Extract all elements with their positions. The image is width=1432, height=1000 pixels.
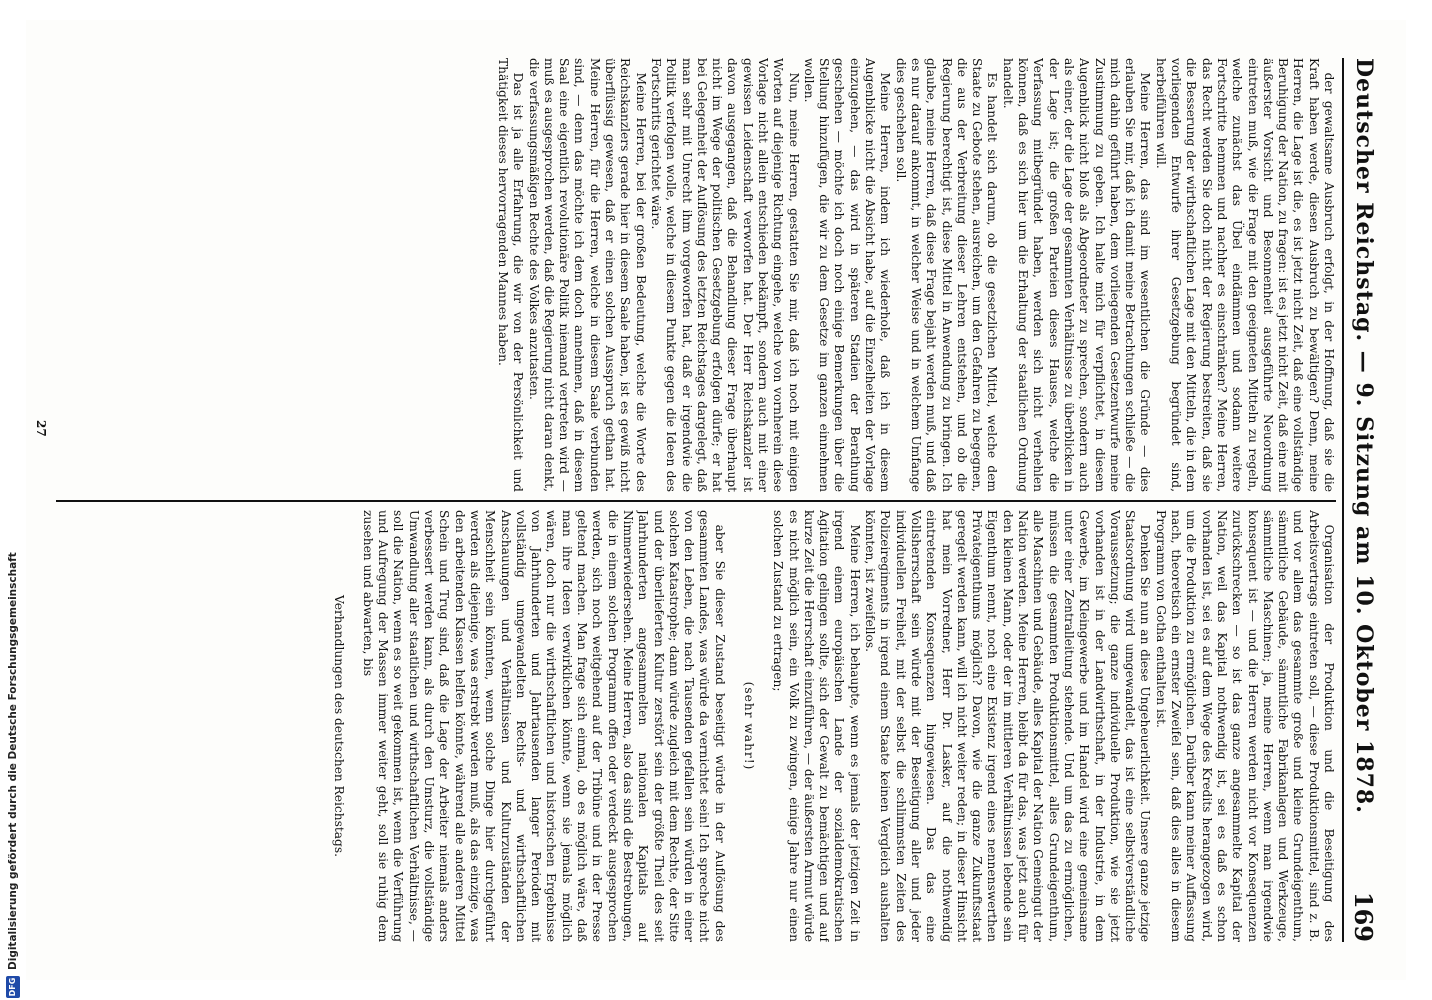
paragraph: Organisation der Produktion und die Beseitigung des Arbeitsvertrags eintreten soll, — diese Produktionsmittel, sind z. B. und vor allem das gesammte große und kleine Grundeigenthum, sämmtliche Gebäude, sämmtliche Fabrikanlagen und Werkzeuge, sämmtliche Maschinen; ja, meine Herren, wenn man irgendwie konsequent ist — und die Herren werden nicht vor Konsequenzen zurückschrecken — so ist das ganze angesammelte Kapital der Nation, weil das Kapital nothwendig ist, sei es daß es schon vorhanden ist, sei es auf dem Wege des Kredits herangezogen wird, um die Produktion zu ermöglichen. Darüber kann meiner Auffassung nach, theoretisch ein ernster Zweifel sein, daß dies alles in diesem Programm von Gotha enthalten ist. xyxy=(1153,510,1336,942)
credit-text[interactable]: Digitalisierung gefördert durch die Deutsche Forschungsgemeinschaft xyxy=(7,552,19,970)
dfg-logo-icon[interactable]: DFG xyxy=(6,976,20,998)
paragraph: Meine Herren, ich behaupte, wenn es jemals der jetzigen Zeit in irgend einem europäischen Lande der sozialdemokratischen Agitation gelingen sollte, sich der Gewalt zu bemächtigen und auf kurze Zeit die Herrschaft einzuführen, — der äußersten Armut würde es nicht möglich sein, ein Volk zu zwingen, einige Jahre nur einen solchen Zustand zu ertragen; xyxy=(771,510,862,942)
paragraph: Meine Herren, indem ich wiederhole, daß ich in diesem Augenblicke nicht die Absicht habe, auf die Einzelheiten der Vorlage einzugehen, — das wird in späteren Stadien der Berathung geschehen — möchte ich doch noch einige Bemerkungen über die Stellung hinzufügen, die wir zu dem Gesetze im ganzen einnehmen wollen. xyxy=(801,58,893,492)
paragraph: Meine Herren, das sind im wesentlichen die Gründe — dies erlauben Sie mir, daß ich damit meine Betrachtungen schließe — die mich dahin geführt haben, dem vorliegenden Gesetzentwurfe meine Zustimmung zu geben. Ich halte mich für verpflichtet, in diesem Augenblick nicht bloß als Abgeordneter zu sprechen, sondern auch als einer, der die Lage der gesammten Verhältnisse zu überblicken in der Lage ist; die großen Parteien dieses Hauses, welche die Verfassung mitbegründet haben, werden sich nicht verhehlen können, daß es sich hier um die Erhaltung der staatlichen Ordnung handelt. xyxy=(1000,58,1153,492)
page-number: 169 xyxy=(1349,891,1379,942)
paragraph: der gewaltsame Ausbruch erfolgt, in der Hoffnung, daß sie die Kraft haben werde, diesen Ausbruch zu bewältigen? Denn, meine Herren, die Lage ist die, es ist jetzt nicht Zeit, daß eine vollständige Beruhigung der Nation, zu fragen: ist es jetzt nicht Zeit, daß eine mit äußerster Vorsicht und Besonnenheit ausgeführte Neuordnung eintreten muß, wie die Frage mit den geeigneten Mitteln zu regeln, welche zunächst das Übel eindämmen und sodann weitere Fortschritte hemmen und nachher es einschränken? Meine Herren, das Recht werden Sie doch nicht der Regierung bestreiten, daß sie die Besserung der wirthschaftlichen Lage mit den Mitteln, die in dem vorliegenden Entwurfe ihrer Gesetzgebung begründet sind, herbeiführen will. xyxy=(1153,58,1336,492)
paragraph: aber Sie dieser Zustand beseitigt würde in der Auflösung des gesammten Landes, was würde da vernichtet sein! Ich spreche nicht von den Leben, die nach Tausenden gefallen sein würden in einer solchen Katastrophe; dann würde zugleich mit dem Rechte, der Sitte und der überlieferten Kultur zerstört sein der größte Theil des seit Jahrhunderten angesammelten nationalen Kapitals auf Nimmerwiedersehen. Meine Herren, also das sind die Bestrebungen, die in einem solchen Programm offen oder verdeckt ausgesprochen werden, sich noch weitgehend auf der Tribüne und in der Presse geltend machen. Man frage sich einmal, ob es möglich wäre, daß man ihre Ideen verwirklichen könnte, wenn sie jemals möglich wären, doch nur die wirthschaftlichen und historischen Ergebnisse von Jahrhunderten und Jahrtausenden langer Perioden mit vollständig umgewandelten Rechts- und wirthschaftlichen Anschauungen und Verhältnissen und Kulturzuständen der Menschheit sein könnten, wenn solche Dinge hier durchgeführt werden als diejenige, was erstrebt werden muß, als das einzige, was den arbeitenden Klassen helfen könnte, während alle anderen Mittel Schein und Trug sind, daß die Lage der Arbeiter niemals anders verbessert werden kann, als durch den Umsturz, die vollständige Umwandlung aller staatlichen und wirthschaftlichen Verhältnisse, — soll die Nation, wenn es so weit gekommen ist, wenn die Verführung und Aufregung der Massen immer weiter geht, soll sie ruhig dem zusehen und abwarten, bis xyxy=(360,510,727,942)
page-title: Deutscher Reichstag. — 9. Sitzung am 10. Oktober 1878. xyxy=(1351,58,1377,814)
column-divider xyxy=(56,500,1336,502)
paragraph: Meine Herren, bei der großen Bedeutung, welche die Worte des Reichskanzlers gerade hier in diesem Saale haben, ist es gewiß nicht überflüssig gewesen, daß er einen solchen Ausspruch gethan hat. Meine Herren, für die Herren, welche in diesem Saale verbunden sind, — denn das möchte ich dem doch annehmen, daß in diesem Saal eine eigentlich revolutionäre Politik niemand vertreten wird — muß es ausgesprochen werden, daß die Regierung nicht daran denkt, die verfassungsmäßigen Rechte des Volkes anzutasten. xyxy=(526,58,648,492)
digitization-credit xyxy=(2,552,24,998)
text-column-left xyxy=(56,58,1336,492)
paragraph: Es handelt sich darum, ob die gesetzlichen Mittel, welche dem Staate zu Gebote stehen, ausreichen, um den Gefahren zu begegnen, die aus der Verbreitung dieser Lehren entstehen, und ob die Regierung berechtigt ist, diese Mittel in Anwendung zu bringen. Ich glaube, meine Herren, daß diese Frage bejaht werden muß, und daß es nur darauf ankommt, in welcher Weise und in welchem Umfange dies geschehen soll. xyxy=(893,58,1000,492)
signature-mark: 27 xyxy=(34,420,48,437)
running-header xyxy=(1342,58,1384,942)
interjection: (sehr wahr!) xyxy=(742,681,757,771)
paragraph: Denken Sie nun an diese Ungeheuerlichkeit. Unsere ganze jetzige Staatsordnung wird umgewandelt, das ist eine selbstverständliche Voraussetzung; die ganze individuelle Produktion, wie sie jetzt vorhanden ist in der Landwirthschaft, in der Industrie, in dem Gewerbe, im Kleingewerbe und im Handel wird eine gemeinsame unter einer Zentralleitung stehende. Und um das zu ermöglichen, müssen die gesammten Produktionsmittel, alles Grundeigenthum, alle Maschinen und Gebäude, alles Kapital der Nation Gemeingut der Nation werden. Meine Herren, bleibt da für das, was jetzt auch für den kleinen Mann, oder der im mittleren Verhältnissen lebende sein Eigenthum nennt, noch eine Existenz irgend eines nennenswerthen Privateigenthums möglich? Davon, wie die ganze Zukunftsstaat geregelt werden kann, will ich nicht weiter reden; in dieser Hinsicht hat mein Vorredner, Herr Dr. Lasker, auf die nothwendig eintretenden Konsequenzen hingewiesen. Das das eine Vollsherrschaft sein würde mit der Beseitigung aller und jeder individuellen Freiheit, mit der selbst die schlimmsten Zeiten des Polizeiregiments in irgend einem Staate keinen Vergleich aushalten könnten, ist zweifellos. xyxy=(863,510,1153,942)
page-footer-title: Verhandlungen des deutschen Reichstags. xyxy=(331,595,346,857)
paragraph: Das ist ja alle Erfahrung, die wir von der Persönlichkeit und Thätigkeit dieses hervorragenden Mannes haben. xyxy=(495,58,526,492)
scanned-page xyxy=(26,20,1406,980)
text-column-right xyxy=(56,510,1336,942)
paragraph: Nun, meine Herren, gestatten Sie mir, daß ich noch mit einigen Worten auf diejenige Richtung eingehe, welche von vornherein diese Vorlage nicht allein entschieden bekämpft, sondern auch mit einer gewissen Leidenschaft verworfen hat. Der Herr Reichskanzler ist davon ausgegangen, daß die Behandlung dieser Frage überhaupt nicht im Wege der politischen Gesetzgebung erfolgen dürfe; er hat bei Gelegenheit der Auflösung des letzten Reichstages dargelegt, daß man sehr mit Unrecht ihm vorgeworfen hat, daß er irgendwie die Politik verfolgen wolle, welche in diesem Punkte gegen die Ideen des Fortschritts gerichtet wäre. xyxy=(648,58,801,492)
